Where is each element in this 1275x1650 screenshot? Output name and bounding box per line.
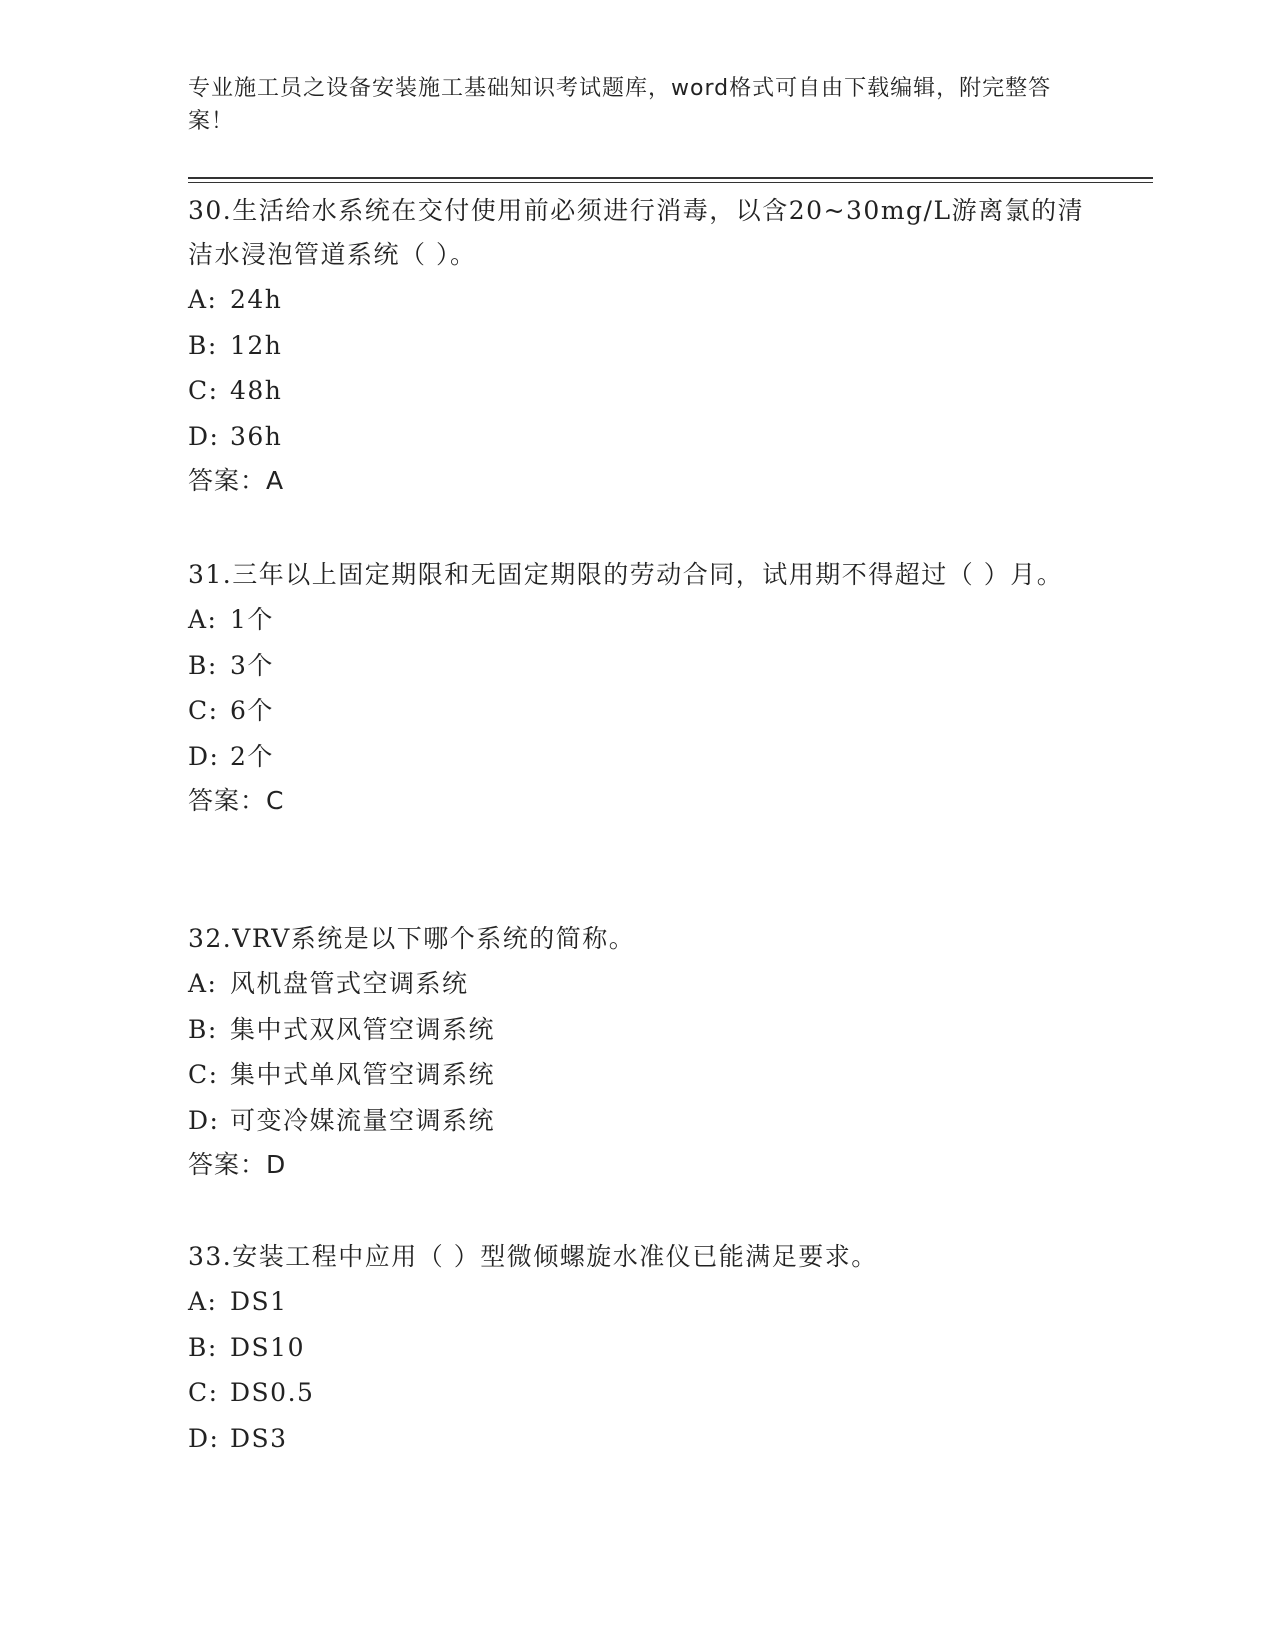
question-33 — [188, 1235, 1088, 1461]
answer-text: 答案：A — [188, 466, 285, 495]
question-text: 31.三年以上固定期限和无固定期限的劳动合同，试用期不得超过（ ）月。 — [188, 560, 1064, 589]
question-31 — [188, 553, 1088, 823]
question-30 — [188, 189, 1088, 503]
option-text: 风机盘管式空调系统 — [230, 969, 469, 998]
option-b — [188, 643, 1088, 689]
option-text: DS0.5 — [230, 1378, 315, 1407]
option-text: 3个 — [230, 650, 274, 680]
option-b — [188, 1007, 1088, 1053]
question-text: 30.生活给水系统在交付使用前必须进行消毒，以含20~30mg/L游离氯的清洁水浸泡管道系统（ ）。 — [188, 196, 1085, 269]
option-a — [188, 961, 1088, 1007]
option-c — [188, 688, 1088, 734]
option-d — [188, 1416, 1088, 1462]
option-key: B: — [188, 1014, 218, 1044]
option-c — [188, 368, 1088, 414]
option-a — [188, 597, 1088, 643]
option-text: DS3 — [230, 1423, 288, 1453]
header-divider-bottom — [188, 182, 1153, 183]
option-key: B: — [188, 330, 218, 360]
option-text: 1个 — [230, 605, 274, 634]
option-text: 24h — [230, 285, 283, 314]
option-text: 可变冷媒流量空调系统 — [230, 1105, 496, 1135]
answer-text: 答案：D — [188, 1150, 287, 1179]
option-text: 集中式单风管空调系统 — [230, 1060, 496, 1089]
document-header: 专业施工员之设备安装施工基础知识考试题库，word格式可自由下载编辑，附完整答案！ — [188, 76, 1052, 134]
option-key: A: — [188, 1287, 218, 1316]
option-key: D: — [188, 741, 220, 771]
option-d — [188, 734, 1088, 780]
option-text: 12h — [230, 330, 283, 360]
option-key: D: — [188, 1423, 220, 1453]
option-key: C: — [188, 1378, 219, 1407]
option-c — [188, 1052, 1088, 1098]
option-text: 集中式双风管空调系统 — [230, 1014, 496, 1044]
option-c — [188, 1370, 1088, 1416]
question-text: 33.安装工程中应用（ ）型微倾螺旋水准仪已能满足要求。 — [188, 1242, 878, 1271]
option-key: C: — [188, 1060, 219, 1089]
option-b — [188, 323, 1088, 369]
option-text: 6个 — [230, 696, 274, 725]
question-32 — [188, 917, 1088, 1187]
option-key: A: — [188, 969, 218, 998]
option-text: 48h — [230, 376, 283, 405]
option-text: DS1 — [230, 1287, 288, 1316]
option-key: B: — [188, 1332, 218, 1362]
option-key: C: — [188, 376, 219, 405]
option-a — [188, 1279, 1088, 1325]
option-text: 36h — [230, 421, 283, 451]
option-key: A: — [188, 285, 218, 314]
answer-text: 答案：C — [188, 786, 285, 815]
option-text: DS10 — [230, 1332, 305, 1362]
option-key: B: — [188, 650, 218, 680]
question-text: 32.VRV系统是以下哪个系统的简称。 — [188, 924, 636, 953]
option-text: 2个 — [230, 741, 274, 771]
option-d — [188, 1098, 1088, 1144]
option-key: D: — [188, 421, 220, 451]
header-divider-top — [188, 177, 1153, 179]
option-d — [188, 414, 1088, 460]
option-a — [188, 277, 1088, 323]
option-key: A: — [188, 605, 218, 634]
option-key: C: — [188, 696, 219, 725]
option-b — [188, 1325, 1088, 1371]
option-key: D: — [188, 1105, 220, 1135]
